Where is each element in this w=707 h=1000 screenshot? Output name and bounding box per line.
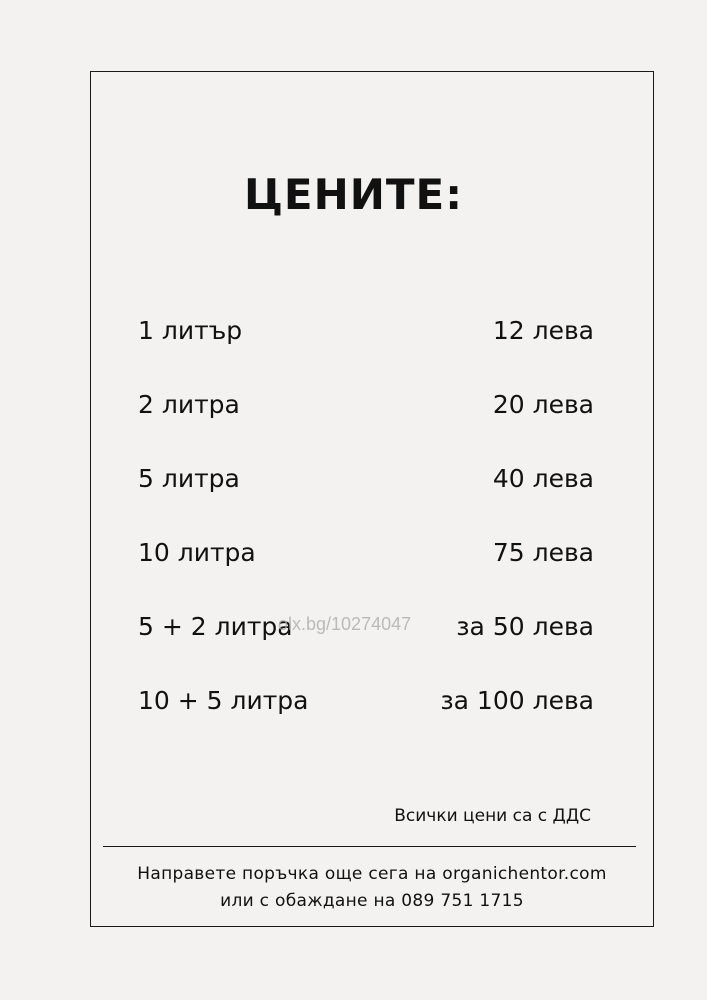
price-row-2-liters [138, 387, 594, 461]
price-row-10-plus-5-liters [138, 683, 594, 757]
price-row-10-liters [138, 535, 594, 609]
quantity-label: 5 + 2 литра [138, 612, 293, 641]
watermark: olx.bg/10274047 [278, 614, 412, 634]
footer-divider [103, 846, 636, 847]
quantity-label: 2 литра [138, 390, 240, 419]
price-row-1-liter [138, 313, 594, 387]
quantity-label: 1 литър [138, 316, 243, 345]
page-title: ЦЕНИТЕ: [243, 170, 464, 219]
quantity-label: 5 литра [138, 464, 240, 493]
footer-order-text: Направете поръчка още сега на organichentor.com [137, 864, 607, 884]
price-value: 75 лева [492, 538, 594, 567]
price-value: 20 лева [492, 390, 594, 419]
price-row-5-liters [138, 461, 594, 535]
quantity-label: 10 + 5 литра [138, 686, 309, 715]
price-value: 12 лева [492, 316, 594, 345]
footer-phone-text: или с обаждане на 089 751 1715 [220, 891, 524, 911]
price-value: 40 лева [492, 464, 594, 493]
price-list [138, 313, 594, 757]
quantity-label: 10 литра [138, 538, 256, 567]
order-footer [90, 861, 654, 915]
price-value: за 100 лева [440, 686, 594, 715]
price-value: за 50 лева [456, 612, 594, 641]
vat-note: Всички цени са с ДДС [394, 806, 591, 826]
